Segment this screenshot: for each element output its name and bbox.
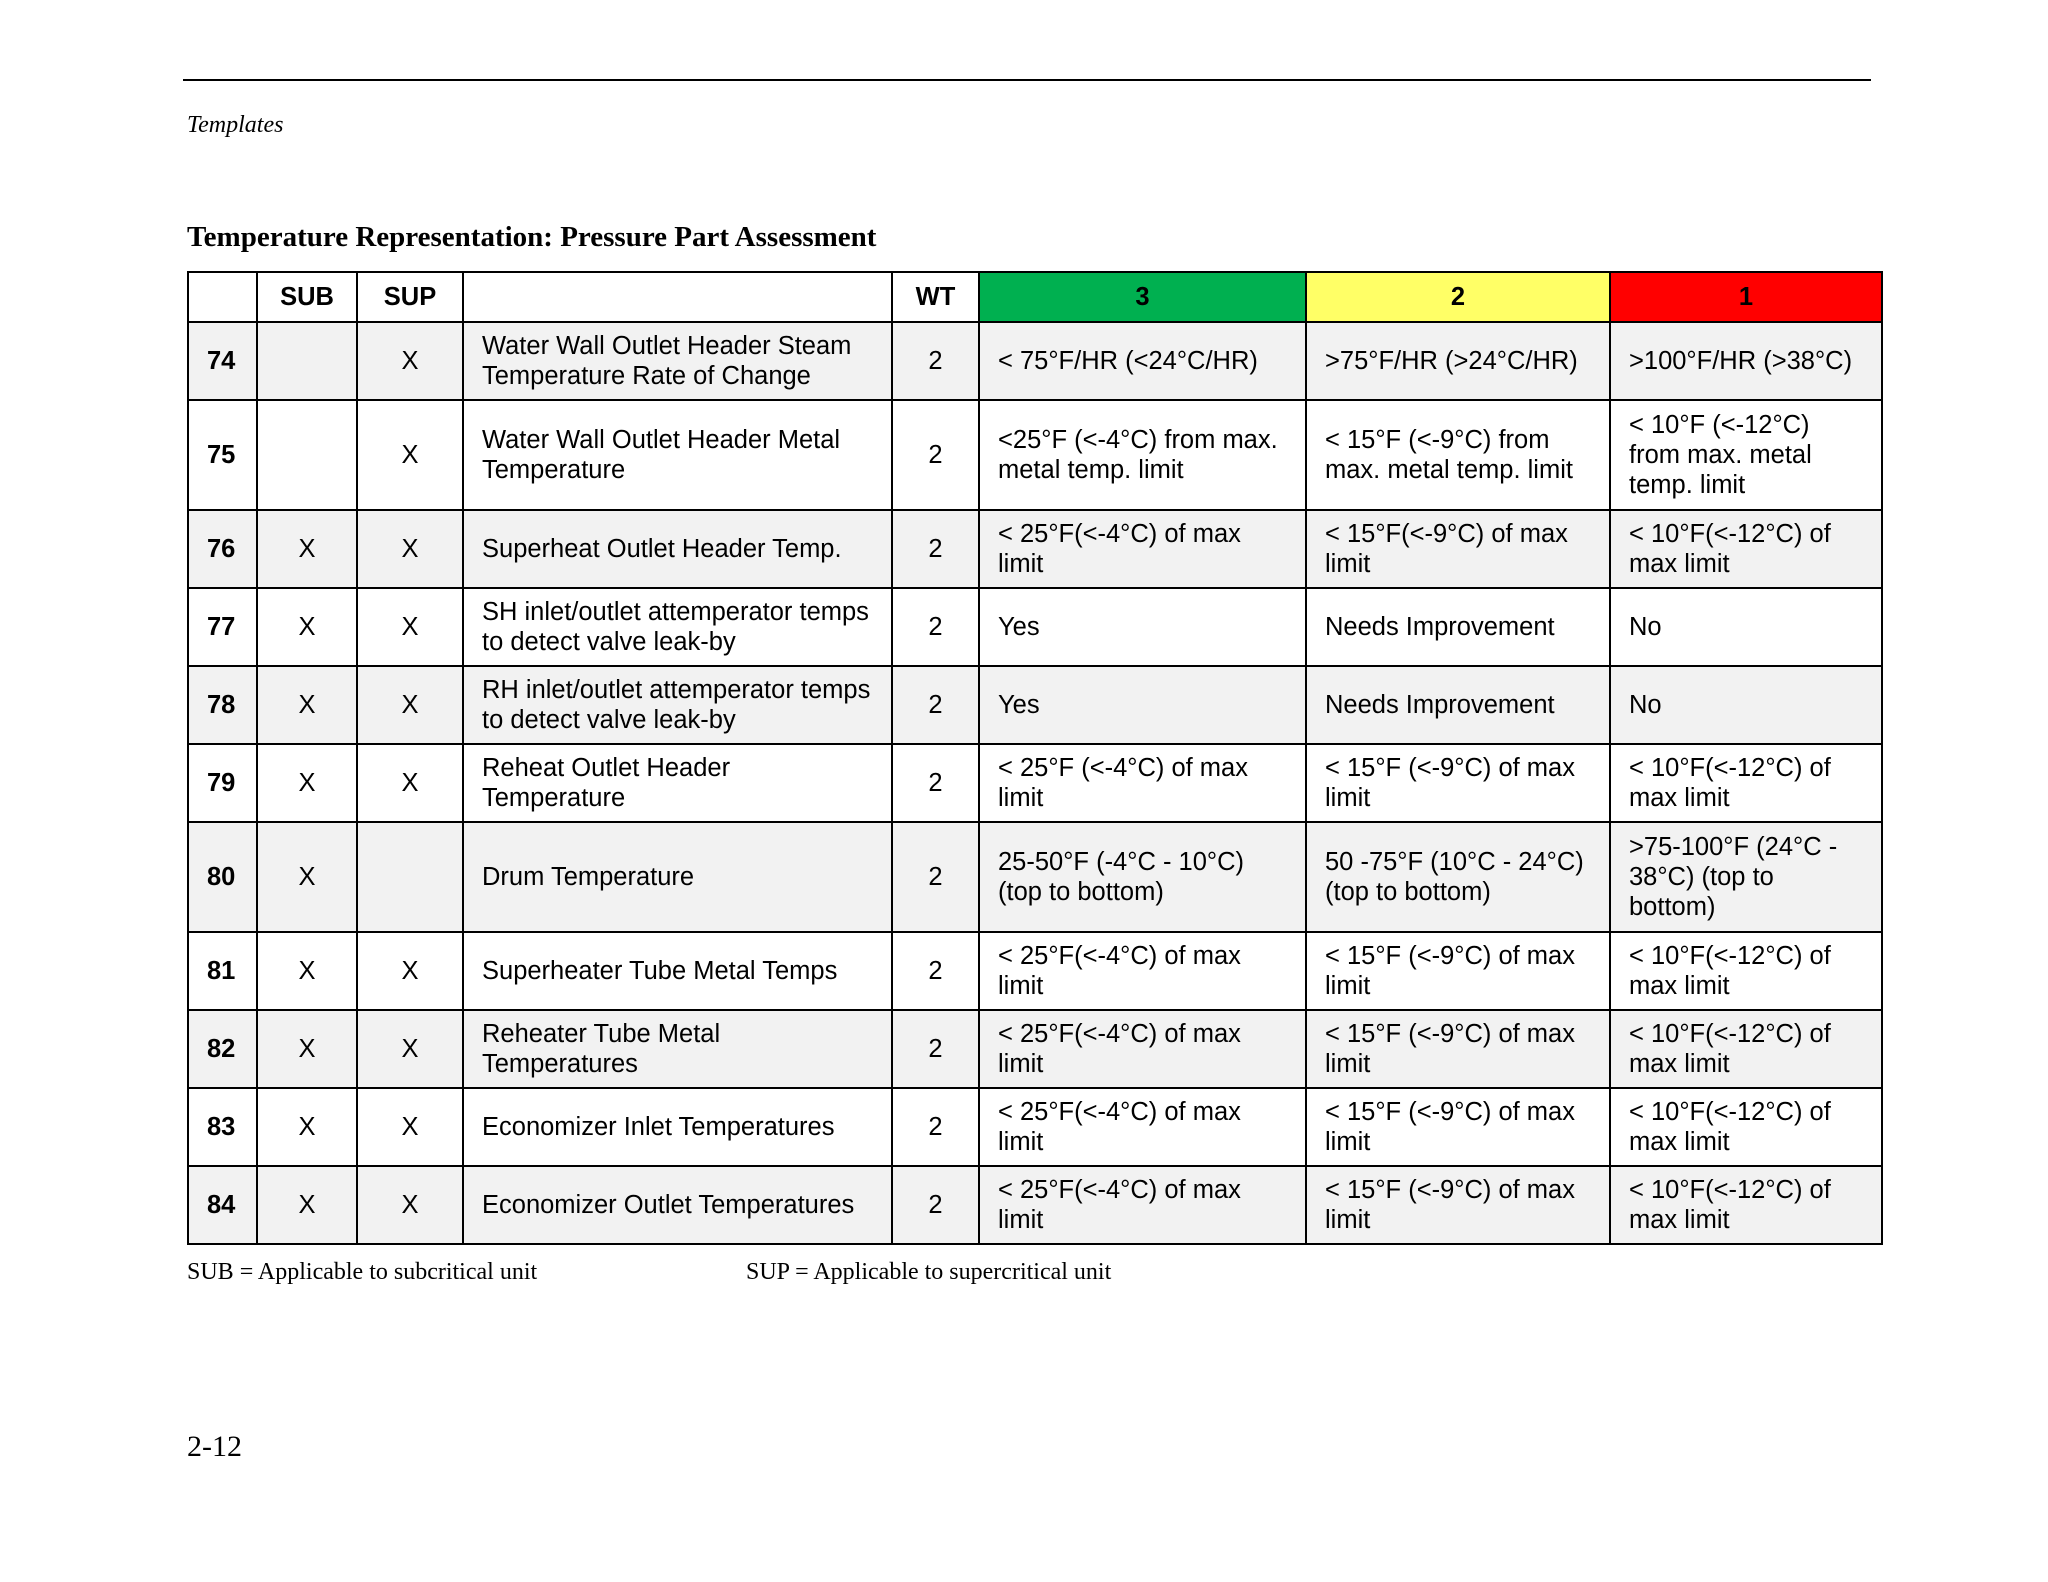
weight-cell: 2: [892, 322, 979, 400]
sub-cell: X: [257, 932, 357, 1010]
score-2-cell: 50 -75°F (10°C - 24°C) (top to bottom): [1306, 822, 1610, 932]
score-3-cell: 25-50°F (-4°C - 10°C) (top to bottom): [979, 822, 1306, 932]
table-row: [188, 1088, 1882, 1166]
score-3-cell: < 25°F(<-4°C) of max limit: [979, 932, 1306, 1010]
weight-cell: 2: [892, 510, 979, 588]
header-item: [463, 272, 892, 322]
score-2-cell: >75°F/HR (>24°C/HR): [1306, 322, 1610, 400]
score-1-cell: < 10°F(<-12°C) of max limit: [1610, 1010, 1882, 1088]
score-1-cell: < 10°F(<-12°C) of max limit: [1610, 744, 1882, 822]
page-number: 2-12: [187, 1430, 242, 1463]
score-3-cell: < 25°F(<-4°C) of max limit: [979, 1010, 1306, 1088]
score-1-cell: No: [1610, 666, 1882, 744]
sub-cell: X: [257, 1010, 357, 1088]
row-number: 75: [188, 400, 257, 510]
sup-cell: X: [357, 510, 463, 588]
sub-cell: X: [257, 588, 357, 666]
table-row: [188, 588, 1882, 666]
score-2-cell: Needs Improvement: [1306, 666, 1610, 744]
score-2-cell: < 15°F (<-9°C) of max limit: [1306, 1088, 1610, 1166]
item-cell: Economizer Inlet Temperatures: [463, 1088, 892, 1166]
sub-cell: X: [257, 510, 357, 588]
score-1-cell: >75-100°F (24°C - 38°C) (top to bottom): [1610, 822, 1882, 932]
sub-cell: X: [257, 1088, 357, 1166]
sub-cell: [257, 400, 357, 510]
sup-cell: X: [357, 1166, 463, 1244]
header-wt: WT: [892, 272, 979, 322]
score-3-cell: < 75°F/HR (<24°C/HR): [979, 322, 1306, 400]
sup-cell: [357, 822, 463, 932]
score-3-cell: < 25°F(<-4°C) of max limit: [979, 510, 1306, 588]
header-sub: SUB: [257, 272, 357, 322]
score-1-cell: >100°F/HR (>38°C): [1610, 322, 1882, 400]
score-3-cell: Yes: [979, 588, 1306, 666]
footnote-sup: SUP = Applicable to supercritical unit: [746, 1259, 1112, 1285]
sup-cell: X: [357, 400, 463, 510]
footnote-sub: SUB = Applicable to subcritical unit: [187, 1259, 538, 1285]
item-cell: SH inlet/outlet attemperator temps to detect valve leak-by: [463, 588, 892, 666]
score-1-cell: < 10°F(<-12°C) of max limit: [1610, 510, 1882, 588]
sub-cell: [257, 322, 357, 400]
header-rule: [183, 79, 1871, 81]
score-3-cell: < 25°F(<-4°C) of max limit: [979, 1166, 1306, 1244]
row-number: 77: [188, 588, 257, 666]
sup-cell: X: [357, 1088, 463, 1166]
row-number: 78: [188, 666, 257, 744]
score-3-cell: < 25°F(<-4°C) of max limit: [979, 1088, 1306, 1166]
header-score-2: 2: [1306, 272, 1610, 322]
sup-cell: X: [357, 322, 463, 400]
running-head: Templates: [187, 112, 284, 138]
table-row: [188, 932, 1882, 1010]
weight-cell: 2: [892, 1088, 979, 1166]
score-3-cell: <25°F (<-4°C) from max. metal temp. limit: [979, 400, 1306, 510]
item-cell: Superheat Outlet Header Temp.: [463, 510, 892, 588]
row-number: 84: [188, 1166, 257, 1244]
assessment-table: [187, 271, 1883, 1245]
table-row: [188, 1166, 1882, 1244]
table-title: Temperature Representation: Pressure Part Assessment: [187, 221, 877, 253]
score-2-cell: < 15°F (<-9°C) from max. metal temp. limit: [1306, 400, 1610, 510]
score-1-cell: < 10°F(<-12°C) of max limit: [1610, 1088, 1882, 1166]
sup-cell: X: [357, 1010, 463, 1088]
weight-cell: 2: [892, 1010, 979, 1088]
header-score-1: 1: [1610, 272, 1882, 322]
row-number: 74: [188, 322, 257, 400]
weight-cell: 2: [892, 400, 979, 510]
item-cell: Water Wall Outlet Header Steam Temperature Rate of Change: [463, 322, 892, 400]
table-row: [188, 1010, 1882, 1088]
row-number: 82: [188, 1010, 257, 1088]
score-2-cell: < 15°F (<-9°C) of max limit: [1306, 1166, 1610, 1244]
sup-cell: X: [357, 744, 463, 822]
row-number: 76: [188, 510, 257, 588]
table-row: [188, 822, 1882, 932]
sup-cell: X: [357, 666, 463, 744]
score-1-cell: < 10°F (<-12°C) from max. metal temp. limit: [1610, 400, 1882, 510]
score-2-cell: Needs Improvement: [1306, 588, 1610, 666]
score-3-cell: Yes: [979, 666, 1306, 744]
score-2-cell: < 15°F (<-9°C) of max limit: [1306, 932, 1610, 1010]
weight-cell: 2: [892, 588, 979, 666]
score-2-cell: < 15°F(<-9°C) of max limit: [1306, 510, 1610, 588]
score-2-cell: < 15°F (<-9°C) of max limit: [1306, 1010, 1610, 1088]
sub-cell: X: [257, 1166, 357, 1244]
item-cell: RH inlet/outlet attemperator temps to detect valve leak-by: [463, 666, 892, 744]
weight-cell: 2: [892, 822, 979, 932]
table-row: [188, 400, 1882, 510]
weight-cell: 2: [892, 666, 979, 744]
sub-cell: X: [257, 666, 357, 744]
sub-cell: X: [257, 744, 357, 822]
item-cell: Drum Temperature: [463, 822, 892, 932]
weight-cell: 2: [892, 1166, 979, 1244]
row-number: 79: [188, 744, 257, 822]
sup-cell: X: [357, 588, 463, 666]
item-cell: Water Wall Outlet Header Metal Temperature: [463, 400, 892, 510]
score-1-cell: No: [1610, 588, 1882, 666]
sub-cell: X: [257, 822, 357, 932]
header-num: [188, 272, 257, 322]
header-score-3: 3: [979, 272, 1306, 322]
item-cell: Economizer Outlet Temperatures: [463, 1166, 892, 1244]
header-sup: SUP: [357, 272, 463, 322]
table-row: [188, 510, 1882, 588]
weight-cell: 2: [892, 932, 979, 1010]
weight-cell: 2: [892, 744, 979, 822]
score-2-cell: < 15°F (<-9°C) of max limit: [1306, 744, 1610, 822]
item-cell: Superheater Tube Metal Temps: [463, 932, 892, 1010]
score-1-cell: < 10°F(<-12°C) of max limit: [1610, 932, 1882, 1010]
score-1-cell: < 10°F(<-12°C) of max limit: [1610, 1166, 1882, 1244]
header-row: [188, 272, 1882, 322]
row-number: 80: [188, 822, 257, 932]
item-cell: Reheat Outlet Header Temperature: [463, 744, 892, 822]
table-row: [188, 322, 1882, 400]
score-3-cell: < 25°F (<-4°C) of max limit: [979, 744, 1306, 822]
sup-cell: X: [357, 932, 463, 1010]
table-row: [188, 666, 1882, 744]
item-cell: Reheater Tube Metal Temperatures: [463, 1010, 892, 1088]
row-number: 81: [188, 932, 257, 1010]
table-row: [188, 744, 1882, 822]
row-number: 83: [188, 1088, 257, 1166]
